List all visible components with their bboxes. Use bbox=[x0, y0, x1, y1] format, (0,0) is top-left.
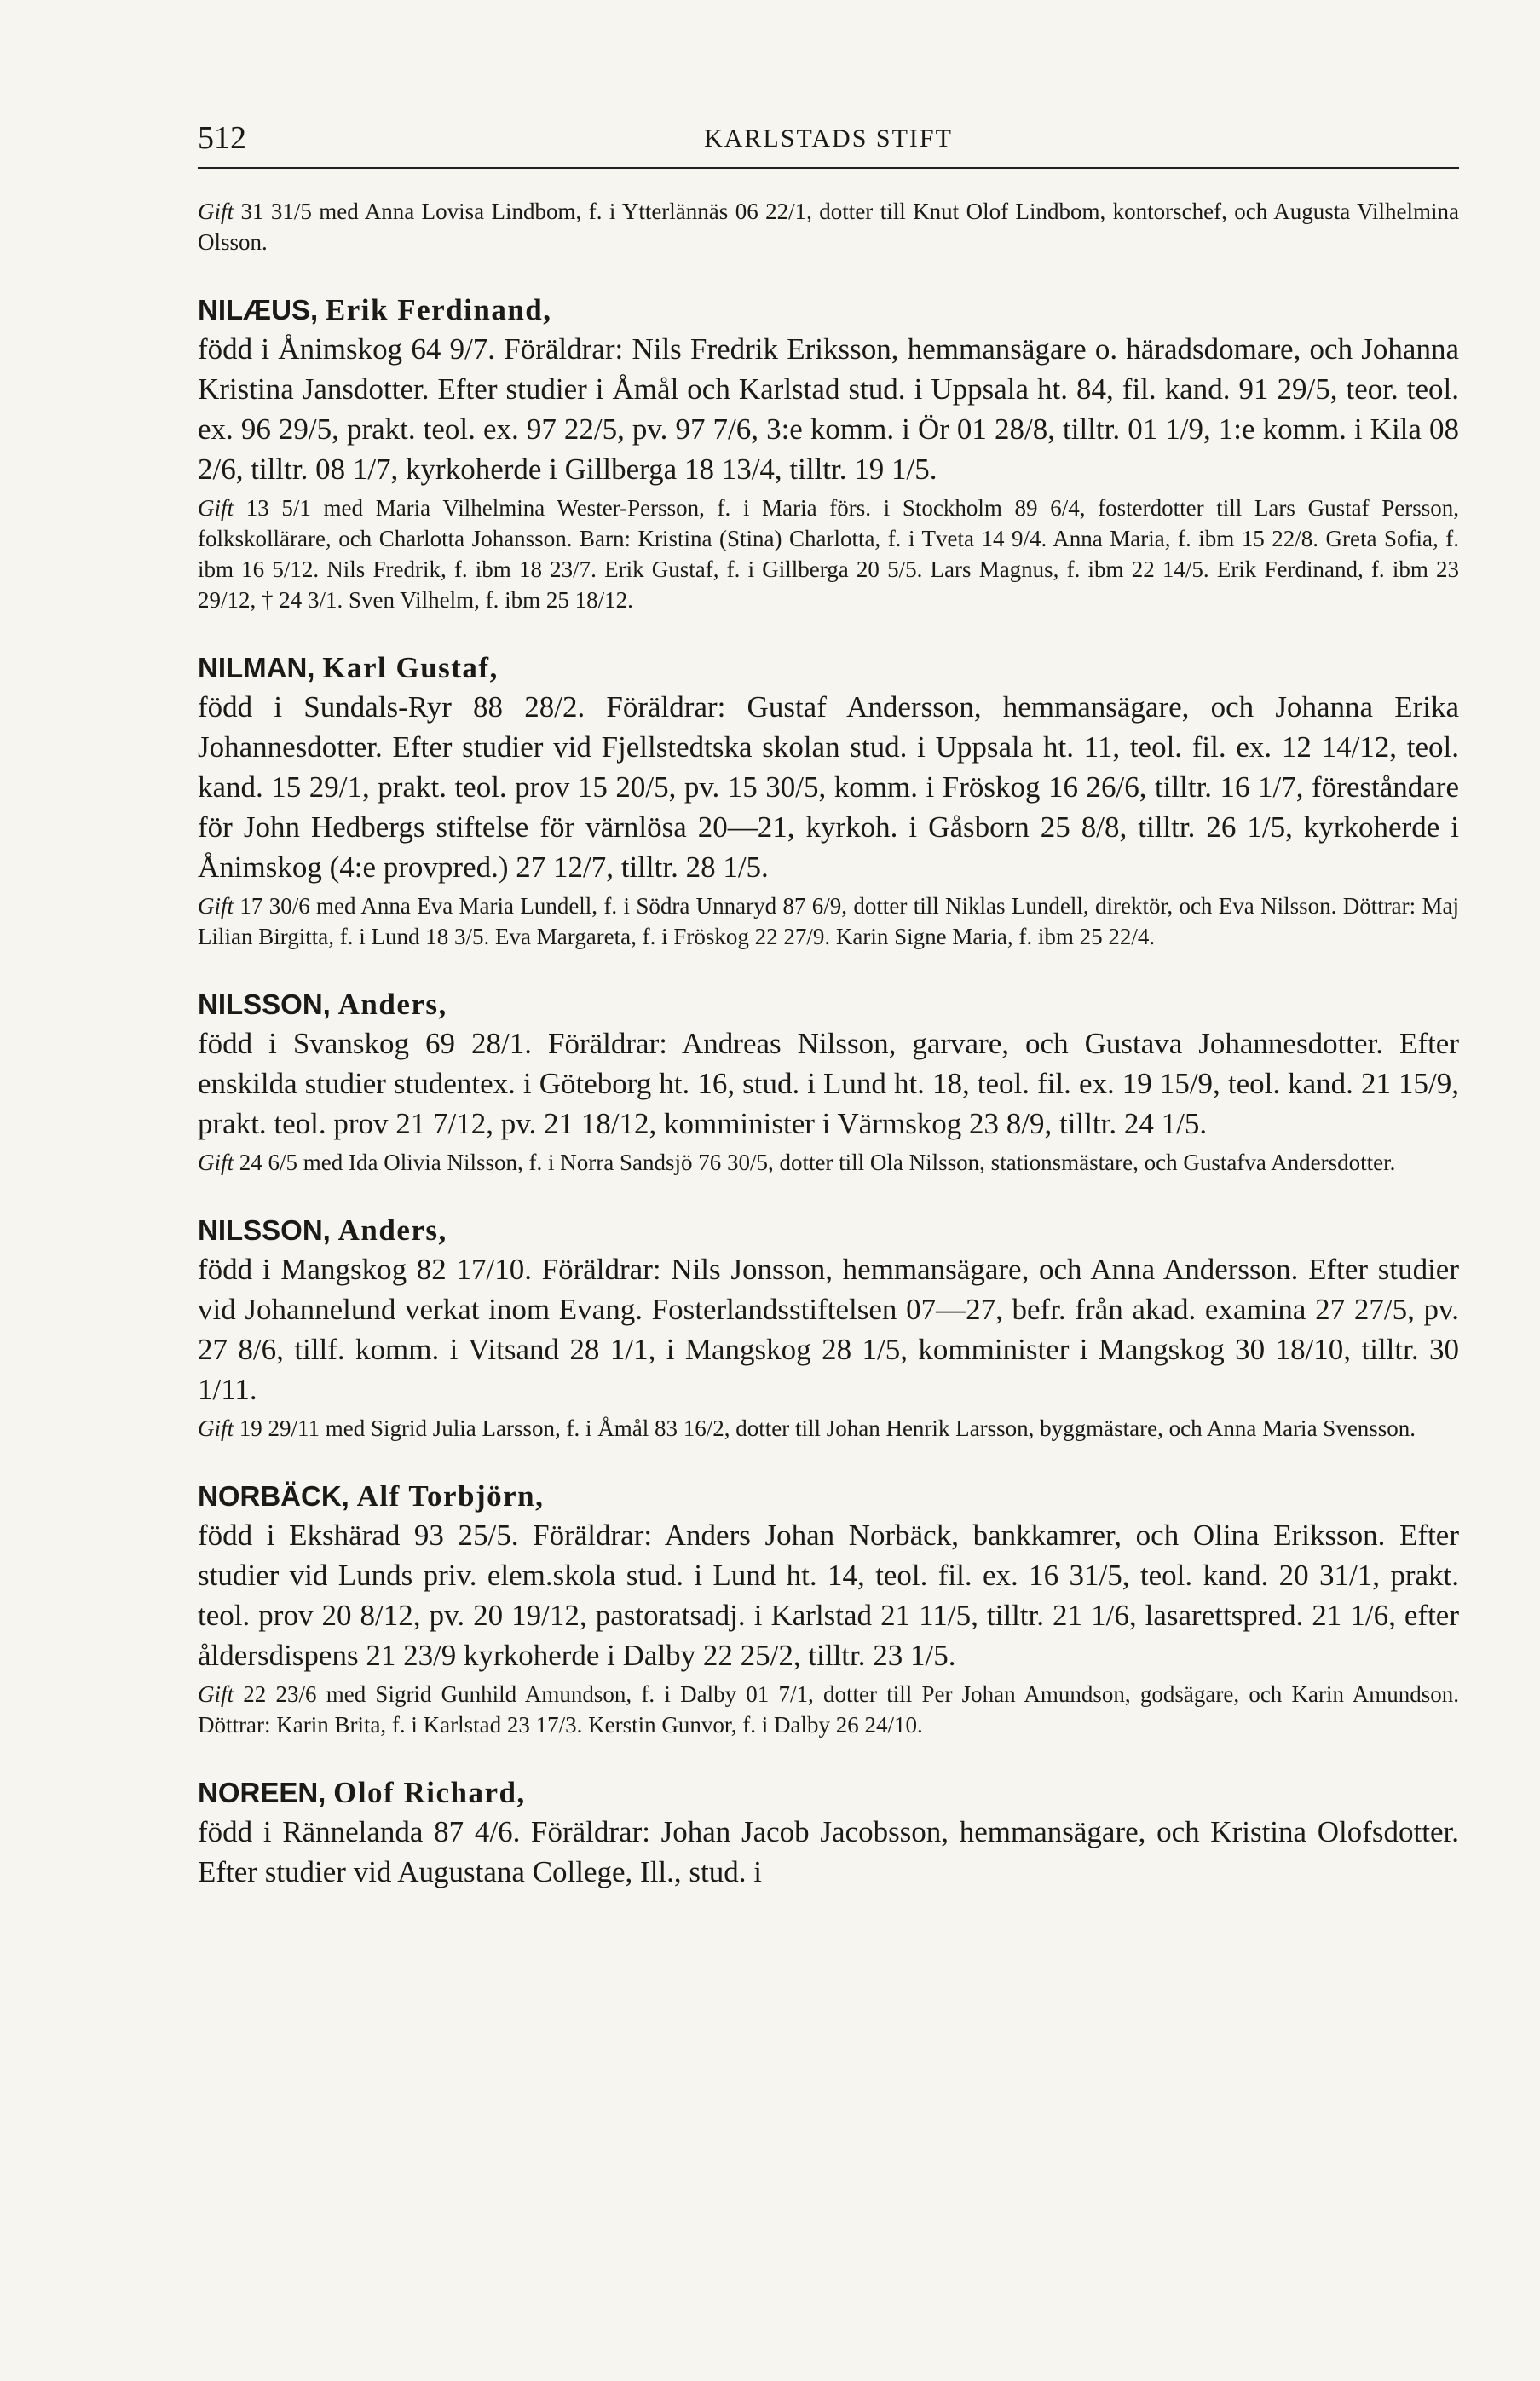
entry-given-name: Olof Richard, bbox=[333, 1776, 526, 1809]
entry-heading bbox=[198, 1212, 1459, 1249]
entry-marriage bbox=[198, 493, 1459, 615]
marriage-text: 22 23/6 med Sigrid Gunhild Amundson, f. i Dalby 01 7/1, dotter till Per Johan Amundson, godsägare, och Karin Amundson. Döttrar: Karin Brita, f. i Karlstad 23 17/3. Kerstin Gunvor, f. i Dalby 26 24/10. bbox=[198, 1681, 1460, 1738]
entry-marriage bbox=[198, 891, 1459, 952]
entry-surname: NILMAN, bbox=[198, 652, 315, 683]
entry-marriage bbox=[198, 1147, 1459, 1178]
entry-heading bbox=[198, 649, 1459, 687]
marriage-text: 24 6/5 med Ida Olivia Nilsson, f. i Norra Sandsjö 76 30/5, dotter till Ola Nilsson, stationsmästare, och Gustafva Andersdotter. bbox=[239, 1150, 1396, 1175]
entry-marriage bbox=[198, 1413, 1459, 1444]
entry-given-name: Karl Gustaf, bbox=[322, 651, 499, 684]
gift-label: Gift bbox=[198, 199, 234, 224]
running-title: KARLSTADS STIFT bbox=[704, 124, 953, 153]
biography-entry bbox=[198, 1478, 1459, 1740]
entry-biography: född i Svanskog 69 28/1. Föräldrar: Andreas Nilsson, garvare, och Gustava Johannesdotter. Efter enskilda studier studentex. i Göteborg ht. 16, stud. i Lund ht. 18, teol. fil. ex. 19 15/9, teol. kand. 21 15/9, prakt. teol. prov 21 7/12, pv. 21 18/12, komminister i Värmskog 23 8/9, tilltr. 24 1/5. bbox=[198, 1027, 1459, 1140]
entry-surname: NILSSON, bbox=[198, 989, 331, 1020]
marriage-text: 13 5/1 med Maria Vilhelmina Wester-Persson, f. i Maria förs. i Stockholm 89 6/4, fosterdotter till Lars Gustaf Persson, folkskollärare, och Charlotta Johansson. Barn: Kristina (Stina) Charlotta, f. i Tveta 14 9/4. Anna Maria, f. ibm 15 22/8. Greta Sofia, f. ibm 16 5/12. Nils Fredrik, f. ibm 18 23/7. Erik Gustaf, f. i Gillberga 20 5/5. Lars Magnus, f. ibm 22 14/5. Erik Ferdinand, f. ibm 23 29/12, † 24 3/1. Sven Vilhelm, f. ibm 25 18/12. bbox=[198, 495, 1459, 613]
entry-given-name: Alf Torbjörn, bbox=[356, 1479, 545, 1513]
biography-entry bbox=[198, 986, 1459, 1178]
continued-marriage-note bbox=[198, 196, 1459, 257]
entry-surname: NORBÄCK, bbox=[198, 1480, 349, 1512]
entry-heading bbox=[198, 291, 1459, 329]
entry-biography: född i Ekshärad 93 25/5. Föräldrar: Anders Johan Norbäck, bankkamrer, och Olina Eriksson. Efter studier vid Lunds priv. elem.skola stud. i Lund ht. 14, teol. fil. ex. 16 31/5, teol. kand. 20 31/1, prakt. teol. prov 20 8/12, pv. 20 19/12, pastoratsadj. i Karlstad 21 11/5, tilltr. 21 1/6, lasarettspred. 21 1/6, efter åldersdispens 21 23/9 kyrkoherde i Dalby 22 25/2, tilltr. 23 1/5. bbox=[198, 1519, 1459, 1672]
page-header bbox=[198, 119, 1459, 170]
biography-entry bbox=[198, 1774, 1459, 1892]
gift-label: Gift bbox=[198, 495, 234, 521]
entry-surname: NOREEN, bbox=[198, 1777, 326, 1808]
entry-marriage bbox=[198, 1679, 1459, 1740]
entry-given-name: Anders, bbox=[337, 988, 447, 1021]
entry-biography: född i Mangskog 82 17/10. Föräldrar: Nils Jonsson, hemmansägare, och Anna Andersson. Efter studier vid Johannelund verkat inom Evang. Fosterlandsstiftelsen 07—27, befr. från akad. examina 27 27/5, pv. 27 8/6, tillf. komm. i Vitsand 28 1/1, i Mangskog 28 1/5, komminister i Mangskog 30 18/10, tilltr. 30 1/11. bbox=[198, 1253, 1459, 1406]
header-rule bbox=[198, 167, 1459, 169]
biography-entry bbox=[198, 649, 1459, 952]
marriage-text: 31 31/5 med Anna Lovisa Lindbom, f. i Ytterlännäs 06 22/1, dotter till Knut Olof Lindbom, kontorschef, och Augusta Vilhelmina Olsson. bbox=[198, 199, 1460, 255]
entry-surname: NILSSON, bbox=[198, 1214, 331, 1246]
biography-entry bbox=[198, 291, 1459, 615]
entry-heading bbox=[198, 1774, 1459, 1812]
marriage-text: 19 29/11 med Sigrid Julia Larsson, f. i Åmål 83 16/2, dotter till Johan Henrik Larsson, byggmästare, och Anna Maria Svensson. bbox=[239, 1415, 1416, 1441]
gift-label: Gift bbox=[198, 1150, 234, 1175]
entry-given-name: Erik Ferdinand, bbox=[325, 293, 552, 326]
entry-heading bbox=[198, 986, 1459, 1023]
entry-surname: NILÆUS, bbox=[198, 294, 319, 326]
page-number: 512 bbox=[198, 120, 246, 156]
entry-biography: född i Rännelanda 87 4/6. Föräldrar: Johan Jacob Jacobsson, hemmansägare, och Kristina Olofsdotter. Efter studier vid Augustana College, Ill., stud. i bbox=[198, 1815, 1459, 1888]
marriage-text: 17 30/6 med Anna Eva Maria Lundell, f. i Södra Unnaryd 87 6/9, dotter till Niklas Lundell, direktör, och Eva Nilsson. Döttrar: Maj Lilian Birgitta, f. i Lund 18 3/5. Eva Margareta, f. i Fröskog 22 27/9. Karin Signe Maria, f. ibm 25 22/4. bbox=[198, 893, 1459, 949]
gift-label: Gift bbox=[198, 1681, 234, 1707]
entry-heading bbox=[198, 1478, 1459, 1515]
entry-biography: född i Sundals-Ryr 88 28/2. Föräldrar: Gustaf Andersson, hemmansägare, och Johanna Erika Johannesdotter. Efter studier vid Fjellstedtska skolan stud. i Uppsala ht. 11, teol. fil. ex. 12 14/12, teol. kand. 15 29/1, prakt. teol. prov 15 20/5, pv. 15 30/5, komm. i Fröskog 16 26/6, tilltr. 16 1/7, föreståndare för John Hedbergs stiftelse för värnlösa 20—21, kyrkoh. i Gåsborn 25 8/8, tilltr. 26 1/5, kyrkoherde i Ånimskog (4:e provpred.) 27 12/7, tilltr. 28 1/5. bbox=[198, 690, 1459, 884]
gift-label: Gift bbox=[198, 1415, 234, 1441]
gift-label: Gift bbox=[198, 893, 234, 919]
entry-given-name: Anders, bbox=[337, 1214, 447, 1247]
entry-biography: född i Ånimskog 64 9/7. Föräldrar: Nils Fredrik Eriksson, hemmansägare o. häradsdomare, och Johanna Kristina Jansdotter. Efter studier i Åmål och Karlstad stud. i Uppsala ht. 84, fil. kand. 91 29/5, teor. teol. ex. 96 29/5, prakt. teol. ex. 97 22/5, pv. 97 7/6, 3:e komm. i Ör 01 28/8, tilltr. 01 1/9, 1:e komm. i Kila 08 2/6, tilltr. 08 1/7, kyrkoherde i Gillberga 18 13/4, tilltr. 19 1/5. bbox=[198, 332, 1459, 486]
biography-entry bbox=[198, 1212, 1459, 1444]
page-content bbox=[198, 196, 1459, 1892]
